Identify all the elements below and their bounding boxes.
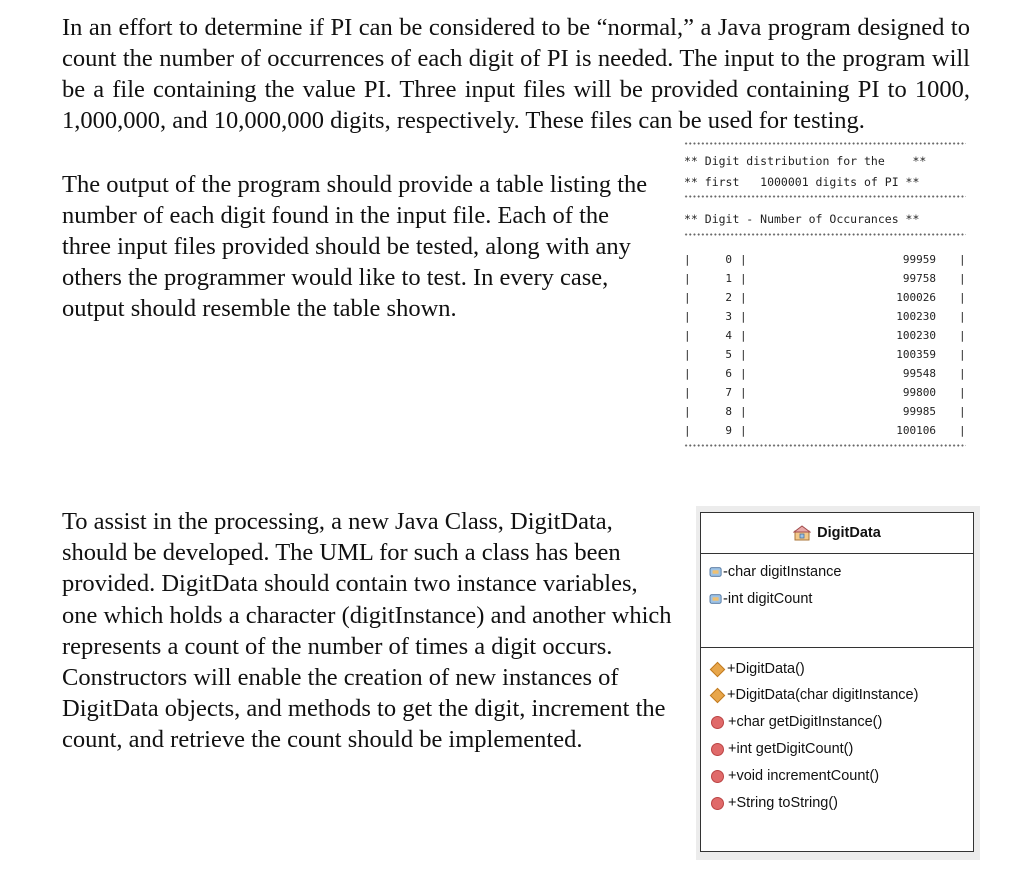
uml-method: [709, 714, 882, 730]
digit-cell: 7: [725, 386, 732, 399]
digit-cell: 4: [725, 329, 732, 342]
count-cell: 100230: [896, 329, 936, 342]
column-separator: |: [959, 329, 966, 342]
digit-cell: 5: [725, 348, 732, 361]
uml-constructor-text: +DigitData(): [727, 661, 805, 677]
console-row: [684, 272, 966, 291]
count-cell: 100359: [896, 348, 936, 361]
field-icon: [709, 593, 723, 605]
console-row: [684, 386, 966, 405]
count-cell: 100026: [896, 291, 936, 304]
column-separator: |: [959, 310, 966, 323]
column-separator: |: [740, 310, 747, 323]
column-separator: |: [959, 386, 966, 399]
method-icon: [711, 716, 724, 729]
digit-cell: 1: [725, 272, 732, 285]
console-row: [684, 329, 966, 348]
count-cell: 99758: [902, 272, 936, 285]
column-separator: |: [740, 367, 747, 380]
uml-class-diagram: [700, 512, 974, 852]
count-cell: 99985: [902, 405, 936, 418]
digit-cell: 6: [725, 367, 732, 380]
uml-constructor: [709, 687, 918, 703]
count-cell: 99548: [902, 367, 936, 380]
column-separator: |: [959, 405, 966, 418]
output-description-paragraph: The output of the program should provide a table listing the number of each digit found in the input file. Each of the three input files provided should be tested, along with any others the programmer would like to test. In every case, output should resemble the table shown.: [62, 171, 648, 322]
uml-attribute: [709, 591, 812, 607]
column-separator: |: [684, 348, 691, 361]
uml-method-text: +void incrementCount(): [728, 768, 880, 784]
console-output-table: [680, 140, 970, 458]
console-row: [684, 310, 966, 329]
column-separator: |: [740, 291, 747, 304]
column-separator: |: [740, 253, 747, 266]
star-border: [684, 444, 966, 447]
column-separator: |: [740, 405, 747, 418]
star-border: [684, 233, 966, 236]
digit-cell: 8: [725, 405, 732, 418]
uml-method: [709, 768, 879, 784]
console-row: [684, 405, 966, 424]
column-separator: |: [740, 272, 747, 285]
digit-cell: 2: [725, 291, 732, 304]
console-row: [684, 348, 966, 367]
count-cell: 100106: [896, 424, 936, 437]
count-cell: 100230: [896, 310, 936, 323]
uml-constructor: [709, 661, 805, 677]
column-separator: |: [959, 291, 966, 304]
console-row: [684, 424, 966, 443]
digit-cell: 9: [725, 424, 732, 437]
method-icon: [711, 743, 724, 756]
column-separator: |: [959, 272, 966, 285]
uml-method-text: +String toString(): [728, 795, 839, 811]
column-separator: |: [959, 424, 966, 437]
field-icon: [709, 566, 723, 578]
column-separator: |: [684, 367, 691, 380]
count-cell: 99959: [902, 253, 936, 266]
uml-constructor-text: +DigitData(char digitInstance): [727, 687, 919, 703]
column-separator: |: [740, 386, 747, 399]
star-border: [684, 142, 966, 145]
console-header-line-2: ** first 1000001 digits of PI **: [684, 175, 920, 189]
column-separator: |: [740, 329, 747, 342]
column-separator: |: [684, 253, 691, 266]
console-header-line-1: ** Digit distribution for the **: [684, 154, 927, 168]
uml-attribute: [709, 564, 841, 580]
column-separator: |: [959, 253, 966, 266]
digit-cell: 3: [725, 310, 732, 323]
method-icon: [711, 770, 724, 783]
uml-method-text: +char getDigitInstance(): [728, 714, 883, 730]
column-separator: |: [684, 310, 691, 323]
count-cell: 99800: [902, 386, 936, 399]
column-separator: |: [684, 424, 691, 437]
digit-cell: 0: [725, 253, 732, 266]
uml-method-text: +int getDigitCount(): [728, 741, 854, 757]
column-separator: |: [684, 272, 691, 285]
column-separator: |: [684, 405, 691, 418]
console-row: [684, 253, 966, 272]
constructor-icon: [710, 661, 726, 677]
star-border: [684, 195, 966, 198]
console-row: [684, 291, 966, 310]
uml-attributes-section: [701, 554, 973, 648]
console-row: [684, 367, 966, 386]
column-separator: |: [684, 386, 691, 399]
intro-paragraph: In an effort to determine if PI can be considered to be “normal,” a Java program designed to count the number of occurrences of each digit of PI is needed. The input to the program will be a file containing the value PI. Three input files will be provided containing PI to 1000, 1,000,000, and 10,000,000 digits, respectively. These files can be used for testing.: [62, 14, 970, 134]
uml-method: [709, 795, 838, 811]
class-description-paragraph: To assist in the processing, a new Java Class, DigitData, should be developed. The UML for such a class has been provided. DigitData should contain two instance variables, one which holds a character (digitInstance) and another which represents a count of the number of times a digit occurs. Constructors will enable the creation of new instances of DigitData objects, and methods to get the digit, increment the count, and retrieve the count should be implemented.: [62, 508, 672, 754]
uml-class-title: [701, 513, 973, 554]
uml-class-name: DigitData: [817, 525, 881, 541]
column-separator: |: [684, 329, 691, 342]
uml-attribute-text: -char digitInstance: [723, 564, 842, 580]
column-separator: |: [959, 348, 966, 361]
class-icon: [793, 525, 811, 541]
column-separator: |: [959, 367, 966, 380]
console-column-header: ** Digit - Number of Occurances **: [684, 212, 920, 226]
column-separator: |: [684, 291, 691, 304]
column-separator: |: [740, 348, 747, 361]
method-icon: [711, 797, 724, 810]
column-separator: |: [740, 424, 747, 437]
uml-method: [709, 741, 853, 757]
uml-attribute-text: -int digitCount: [723, 591, 813, 607]
constructor-icon: [710, 687, 726, 703]
